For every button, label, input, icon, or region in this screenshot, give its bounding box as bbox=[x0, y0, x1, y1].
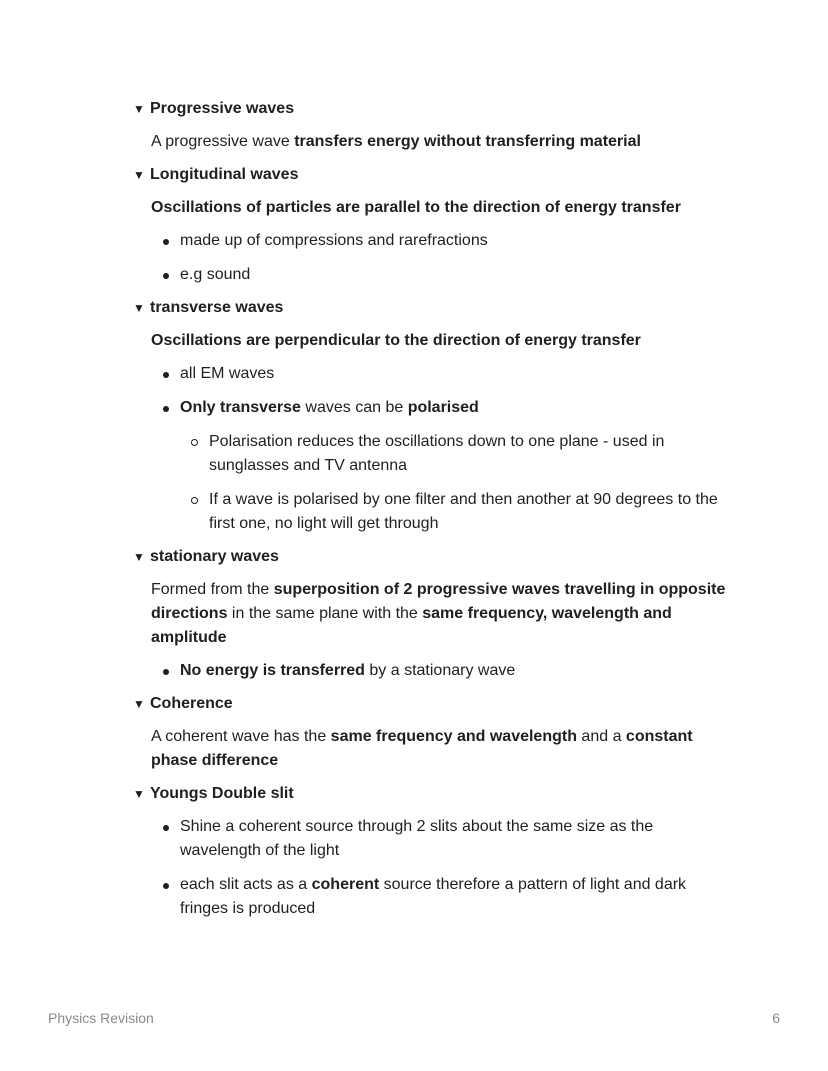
list-item: e.g sound bbox=[151, 263, 733, 287]
bullet-list bbox=[151, 362, 733, 536]
bold-text-run: Only transverse bbox=[180, 399, 301, 416]
toggle-coherence bbox=[133, 692, 733, 782]
toggle-header[interactable] bbox=[133, 782, 733, 806]
list-item: all EM waves bbox=[151, 362, 733, 386]
page-content bbox=[133, 97, 733, 930]
sub-bullet-list bbox=[180, 430, 733, 536]
toggle-youngs-double-slit bbox=[133, 782, 733, 930]
text-run: Formed from the bbox=[151, 581, 274, 598]
bold-text-run: No energy is transferred bbox=[180, 662, 365, 679]
triangle-down-icon[interactable]: ▼ bbox=[133, 168, 145, 182]
bold-text-run: same frequency, wavelength and amplitude bbox=[151, 605, 672, 646]
sub-list-item: Polarisation reduces the oscillations down to one plane - used in sunglasses and TV antenna bbox=[180, 430, 733, 478]
toggle-longitudinal-waves bbox=[133, 163, 733, 296]
list-item: Shine a coherent source through 2 slits about the same size as the wavelength of the light bbox=[151, 815, 733, 863]
triangle-down-icon[interactable]: ▼ bbox=[133, 697, 145, 711]
toggle-body bbox=[133, 187, 733, 296]
sub-list-item: If a wave is polarised by one filter and then another at 90 degrees to the first one, no light will get through bbox=[180, 488, 733, 536]
paragraph bbox=[151, 725, 733, 773]
footer-document-title: Physics Revision bbox=[48, 1010, 154, 1026]
bold-text-run: superposition of 2 progressive waves travelling in opposite directions bbox=[151, 581, 726, 622]
toggle-title: Coherence bbox=[150, 695, 233, 712]
toggle-title: Youngs Double slit bbox=[150, 785, 294, 802]
toggle-body bbox=[133, 320, 733, 545]
bullet-list bbox=[151, 815, 733, 921]
toggle-body bbox=[133, 806, 733, 930]
toggle-header[interactable] bbox=[133, 545, 733, 569]
triangle-down-icon[interactable]: ▼ bbox=[133, 301, 145, 315]
triangle-down-icon[interactable]: ▼ bbox=[133, 787, 145, 801]
toggle-header[interactable] bbox=[133, 296, 733, 320]
bullet-list bbox=[151, 659, 733, 683]
toggle-title: stationary waves bbox=[150, 548, 279, 565]
toggle-header[interactable] bbox=[133, 163, 733, 187]
triangle-down-icon[interactable]: ▼ bbox=[133, 102, 145, 116]
bold-text-run: Oscillations are perpendicular to the direction of energy transfer bbox=[151, 332, 641, 349]
toggle-header[interactable] bbox=[133, 692, 733, 716]
text-run: each slit acts as a bbox=[180, 876, 312, 893]
list-item: made up of compressions and rarefractions bbox=[151, 229, 733, 253]
bold-text-run: constant phase difference bbox=[151, 728, 693, 769]
list-item bbox=[151, 873, 733, 921]
toggle-title: transverse waves bbox=[150, 299, 284, 316]
text-run: A progressive wave bbox=[151, 133, 295, 150]
triangle-down-icon[interactable]: ▼ bbox=[133, 550, 145, 564]
text-run: in the same plane with the bbox=[227, 605, 423, 622]
paragraph bbox=[151, 329, 733, 353]
list-item bbox=[151, 659, 733, 683]
bold-text-run: transfers energy without transferring material bbox=[294, 133, 641, 150]
toggle-body bbox=[133, 121, 733, 163]
bullet-list bbox=[151, 229, 733, 287]
paragraph bbox=[151, 130, 733, 154]
footer-page-number: 6 bbox=[772, 1010, 780, 1026]
paragraph bbox=[151, 578, 733, 650]
bold-text-run: Oscillations of particles are parallel to the direction of energy transfer bbox=[151, 199, 681, 216]
paragraph bbox=[151, 196, 733, 220]
toggle-body bbox=[133, 569, 733, 692]
toggle-body bbox=[133, 716, 733, 782]
toggle-header[interactable] bbox=[133, 97, 733, 121]
text-run: A coherent wave has the bbox=[151, 728, 331, 745]
toggle-stationary-waves bbox=[133, 545, 733, 692]
list-item bbox=[151, 396, 733, 536]
text-run: waves can be bbox=[300, 399, 408, 416]
bold-text-run: same frequency and wavelength bbox=[330, 728, 577, 745]
toggle-transverse-waves bbox=[133, 296, 733, 545]
toggle-title: Longitudinal waves bbox=[150, 166, 299, 183]
bold-text-run: coherent bbox=[311, 876, 380, 893]
text-run: source therefore a pattern of light and dark fringes is produced bbox=[180, 876, 687, 917]
bold-text-run: polarised bbox=[407, 399, 479, 416]
text-run: by a stationary wave bbox=[364, 662, 516, 679]
toggle-progressive-waves bbox=[133, 97, 733, 163]
toggle-title: Progressive waves bbox=[150, 100, 295, 117]
text-run: and a bbox=[576, 728, 626, 745]
